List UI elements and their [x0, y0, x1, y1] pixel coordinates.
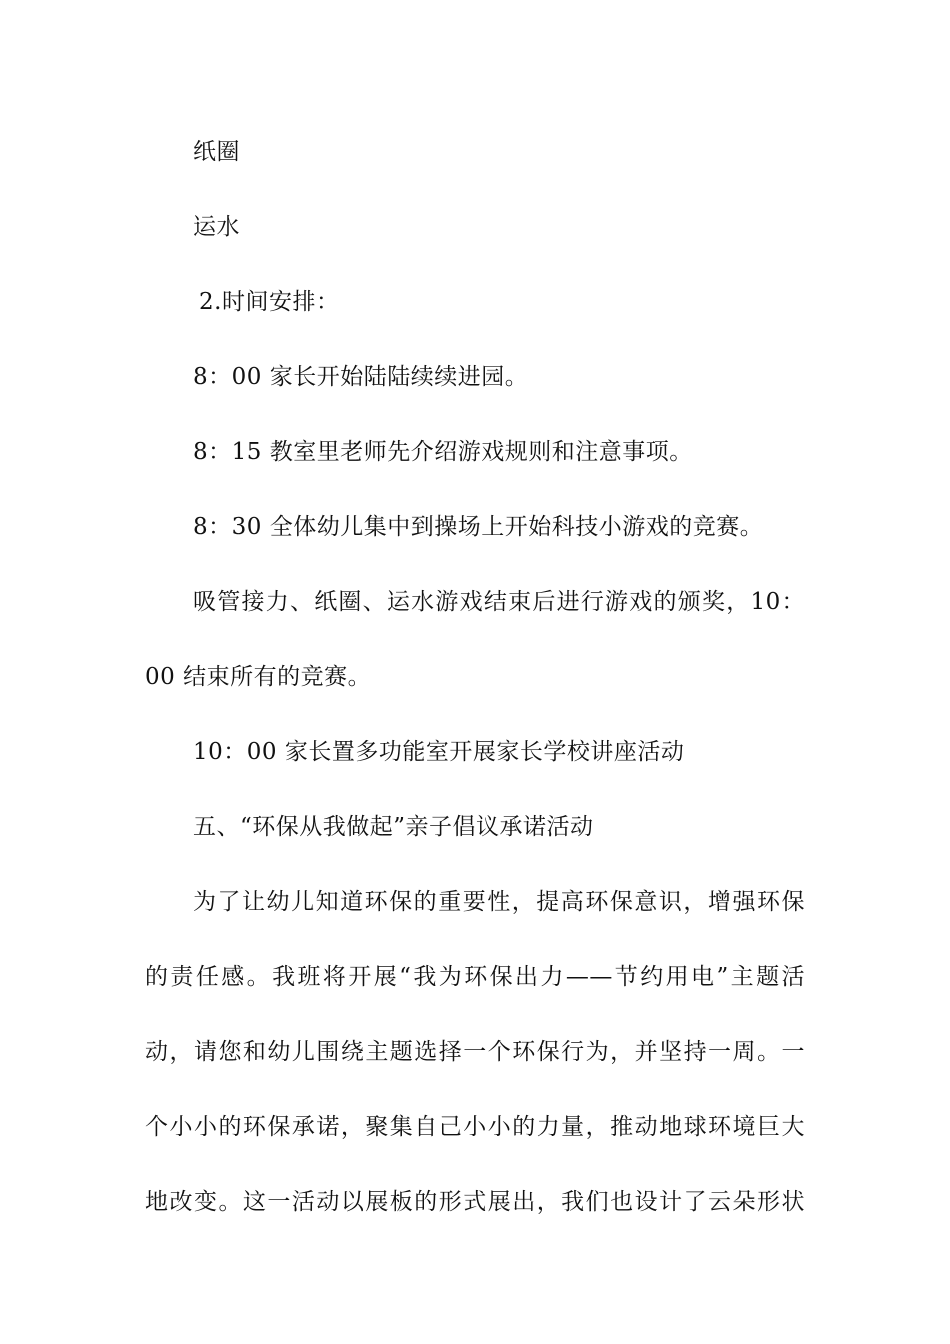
schedule-line: 8：00 家长开始陆陆续续进园。: [193, 364, 529, 390]
schedule-line: 10：00 家长置多功能室开展家长学校讲座活动: [193, 739, 685, 765]
section-heading: 五、“环保从我做起”亲子倡议承诺活动: [193, 814, 594, 840]
section-subheading: 2.时间安排：: [199, 289, 340, 315]
paragraph-line: 个小小的环保承诺，聚集自己小小的力量，推动地球环境巨大: [145, 1114, 805, 1140]
paragraph-line: 动，请您和幼儿围绕主题选择一个环保行为，并坚持一周。一: [145, 1039, 805, 1065]
paragraph-line: 为了让幼儿知道环保的重要性，提高环保意识，增强环保: [193, 889, 805, 915]
text-line: 纸圈: [193, 139, 240, 165]
paragraph-line: 的责任感。我班将开展“我为环保出力——节约用电”主题活: [145, 964, 805, 990]
schedule-line: 8：15 教室里老师先介绍游戏规则和注意事项。: [193, 439, 693, 465]
text-line: 运水: [193, 214, 240, 240]
paragraph-line: 地改变。这一活动以展板的形式展出，我们也设计了云朵形状: [145, 1189, 805, 1215]
schedule-line: 8：30 全体幼儿集中到操场上开始科技小游戏的竞赛。: [193, 514, 764, 540]
text-line: 00 结束所有的竞赛。: [145, 664, 372, 690]
text-line: 吸管接力、纸圈、运水游戏结束后进行游戏的颁奖，10：: [193, 589, 805, 615]
